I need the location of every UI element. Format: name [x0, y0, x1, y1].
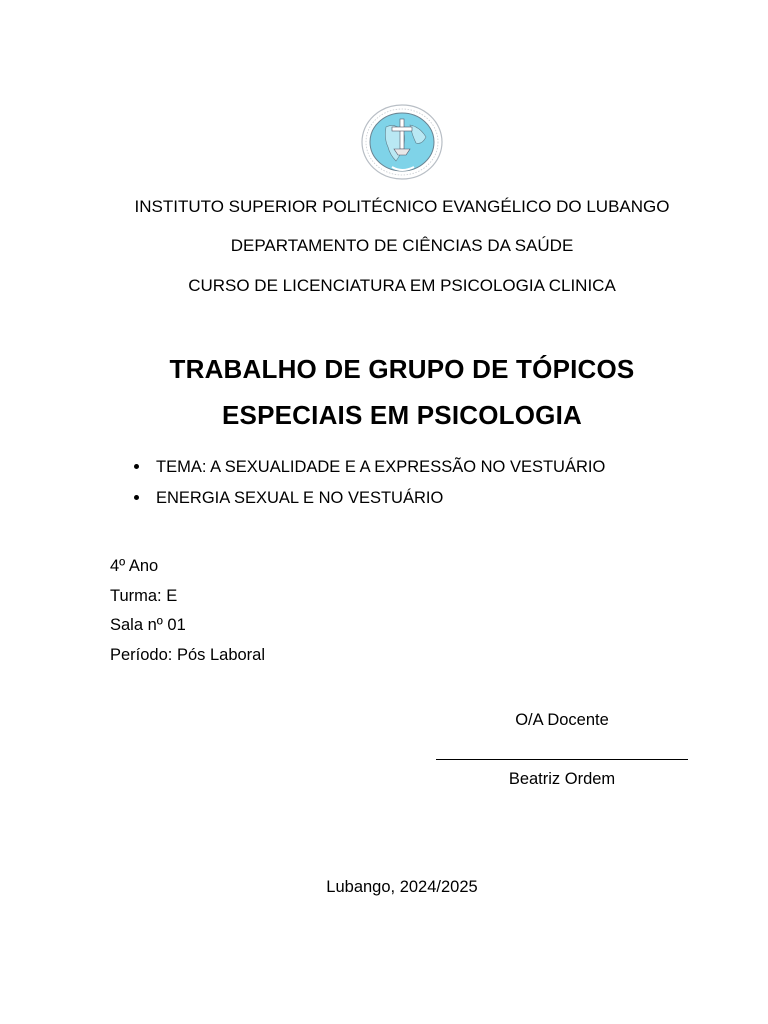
class-label: Turma: E: [110, 586, 178, 605]
period-label: Período: Pós Laboral: [110, 645, 266, 664]
teacher-label: O/A Docente: [515, 711, 609, 729]
year-label: 4º Ano: [110, 557, 159, 575]
institution-name: INSTITUTO SUPERIOR POLITÉCNICO EVANGÉLICO DO LUBANGO: [134, 197, 670, 216]
institution-seal-icon: [360, 103, 444, 181]
document-title-line-1: TRABALHO DE GRUPO DE TÓPICOS: [169, 354, 635, 384]
signature-line: [436, 759, 688, 760]
topic-item: [132, 456, 605, 487]
bullet-icon: [134, 495, 139, 500]
teacher-name: Beatriz Ordem: [508, 770, 616, 788]
document-title-line-2: ESPECIAIS EM PSICOLOGIA: [222, 400, 582, 430]
department-name: DEPARTAMENTO DE CIÊNCIAS DA SAÚDE: [230, 236, 574, 255]
course-name: CURSO DE LICENCIATURA EM PSICOLOGIA CLINICA: [188, 276, 616, 295]
room-label: Sala nº 01: [110, 616, 186, 634]
class-info: [110, 555, 265, 673]
topic-list: [132, 456, 605, 518]
topic-item: [132, 487, 605, 518]
topic-text: ENERGIA SEXUAL E NO VESTUÁRIO: [156, 489, 444, 507]
place-and-year: Lubango, 2024/2025: [326, 878, 478, 896]
topic-text: TEMA: A SEXUALIDADE E A EXPRESSÃO NO VESTUÁRIO: [156, 458, 606, 476]
bullet-icon: [134, 464, 139, 469]
